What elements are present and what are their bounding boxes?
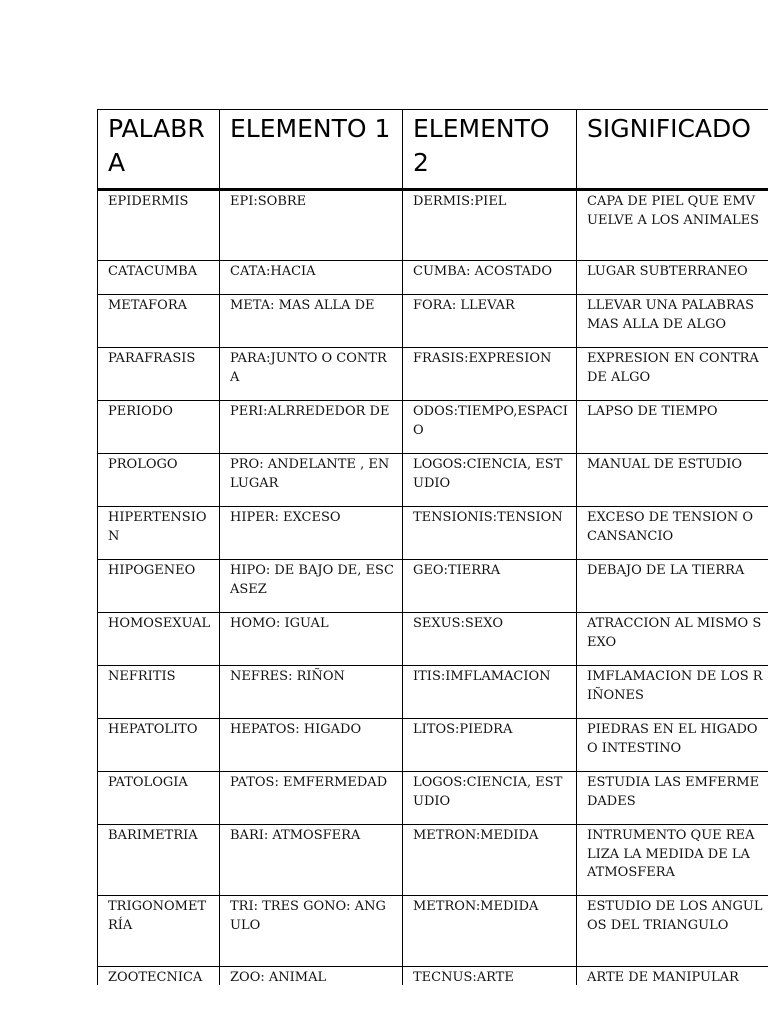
- cell-elemento-2: [403, 295, 577, 348]
- cell-elemento-2: [403, 401, 577, 454]
- cell-elemento-1: [220, 507, 403, 560]
- cell-elemento-1: [220, 454, 403, 507]
- cell-elemento-1-text: TRI: TRES GONO: ANGULO: [230, 899, 386, 933]
- cell-significado: [577, 719, 768, 772]
- cell-elemento-2: [403, 560, 577, 613]
- table-row: [98, 613, 768, 666]
- cell-elemento-2-text: GEO:TIERRA: [413, 563, 501, 578]
- cell-palabra: [98, 507, 220, 560]
- cell-elemento-2-text: DERMIS:PIEL: [413, 194, 507, 209]
- header-elemento-2-text: ELEMENTO 2: [413, 114, 550, 177]
- cell-elemento-2: [403, 348, 577, 401]
- etymology-table: [97, 109, 768, 985]
- table-row: [98, 507, 768, 560]
- table-row: [98, 295, 768, 348]
- cell-elemento-2: [403, 190, 577, 261]
- cell-significado-text: CAPA DE PIEL QUE EMVUELVE A LOS ANIMALES: [587, 194, 760, 228]
- cell-palabra: [98, 261, 220, 295]
- cell-elemento-1: [220, 295, 403, 348]
- cell-elemento-1-text: HIPER: EXCESO: [230, 510, 341, 525]
- cell-elemento-1-text: BARI: ATMOSFERA: [230, 828, 361, 843]
- table-row: [98, 896, 768, 967]
- header-elemento-2: [403, 110, 577, 190]
- cell-elemento-1-text: ZOO: ANIMAL: [230, 970, 327, 985]
- cell-elemento-1-text: HEPATOS: HIGADO: [230, 722, 362, 737]
- cell-palabra-text: PROLOGO: [108, 457, 178, 472]
- cell-elemento-1: [220, 190, 403, 261]
- cell-significado: [577, 454, 768, 507]
- header-significado-text: SIGNIFICADO: [587, 114, 751, 143]
- table-header-row: [98, 110, 768, 190]
- cell-elemento-2-text: SEXUS:SEXO: [413, 616, 503, 631]
- cell-significado-text: ESTUDIO DE LOS ANGULOS DEL TRIANGULO: [587, 899, 763, 933]
- cell-palabra: [98, 896, 220, 967]
- cell-elemento-1: [220, 401, 403, 454]
- cell-palabra: [98, 348, 220, 401]
- cell-significado-text: DEBAJO DE LA TIERRA: [587, 563, 745, 578]
- cell-elemento-1: [220, 772, 403, 825]
- cell-significado: [577, 825, 768, 896]
- cell-palabra: [98, 190, 220, 261]
- table-row: [98, 772, 768, 825]
- cell-significado: [577, 295, 768, 348]
- cell-significado-text: PIEDRAS EN EL HIGADO O INTESTINO: [587, 722, 758, 756]
- cell-elemento-1: [220, 967, 403, 986]
- cell-elemento-2: [403, 719, 577, 772]
- cell-elemento-2-text: FORA: LLEVAR: [413, 298, 515, 313]
- table-row: [98, 348, 768, 401]
- cell-elemento-2: [403, 507, 577, 560]
- cell-elemento-1-text: PERI:ALRREDEDOR DE: [230, 404, 390, 419]
- cell-elemento-1-text: HOMO: IGUAL: [230, 616, 329, 631]
- cell-significado-text: ESTUDIA LAS EMFERMEDADES: [587, 775, 760, 809]
- cell-palabra: [98, 401, 220, 454]
- cell-elemento-2: [403, 967, 577, 986]
- cell-significado: [577, 507, 768, 560]
- cell-elemento-1-text: CATA:HACIA: [230, 264, 316, 279]
- table-row: [98, 454, 768, 507]
- cell-palabra: [98, 295, 220, 348]
- cell-elemento-2: [403, 666, 577, 719]
- cell-significado: [577, 896, 768, 967]
- cell-significado: [577, 348, 768, 401]
- cell-significado-text: MANUAL DE ESTUDIO: [587, 457, 743, 472]
- header-elemento-1-text: ELEMENTO 1: [230, 114, 391, 143]
- cell-elemento-1: [220, 613, 403, 666]
- cell-elemento-2: [403, 261, 577, 295]
- cell-significado-text: LAPSO DE TIEMPO: [587, 404, 718, 419]
- cell-palabra-text: PARAFRASIS: [108, 351, 196, 366]
- cell-palabra: [98, 560, 220, 613]
- table-container: [97, 109, 768, 985]
- cell-significado-text: ARTE DE MANIPULAR: [587, 970, 739, 985]
- cell-significado-text: LUGAR SUBTERRANEO: [587, 264, 748, 279]
- cell-elemento-1: [220, 825, 403, 896]
- cell-palabra-text: CATACUMBA: [108, 264, 198, 279]
- cell-significado: [577, 560, 768, 613]
- table-row: [98, 560, 768, 613]
- cell-significado: [577, 190, 768, 261]
- cell-elemento-2: [403, 896, 577, 967]
- cell-elemento-2: [403, 454, 577, 507]
- cell-elemento-1: [220, 560, 403, 613]
- cell-elemento-1: [220, 261, 403, 295]
- cell-palabra: [98, 719, 220, 772]
- cell-palabra-text: HIPOGENEO: [108, 563, 196, 578]
- cell-palabra-text: HIPERTENSION: [108, 510, 207, 544]
- table-row: [98, 666, 768, 719]
- table-body: [98, 190, 768, 986]
- cell-palabra: [98, 967, 220, 986]
- cell-elemento-2-text: ODOS:TIEMPO,ESPACIO: [413, 404, 568, 438]
- table-row: [98, 967, 768, 986]
- cell-elemento-2-text: METRON:MEDIDA: [413, 828, 539, 843]
- cell-elemento-2-text: TENSIONIS:TENSION: [413, 510, 563, 525]
- table-row: [98, 825, 768, 896]
- cell-elemento-1: [220, 896, 403, 967]
- cell-palabra-text: PATOLOGIA: [108, 775, 188, 790]
- cell-palabra: [98, 613, 220, 666]
- cell-significado: [577, 666, 768, 719]
- cell-palabra: [98, 825, 220, 896]
- cell-elemento-1-text: HIPO: DE BAJO DE, ESCASEZ: [230, 563, 394, 597]
- cell-palabra-text: EPIDERMIS: [108, 194, 189, 209]
- cell-elemento-1-text: META: MAS ALLA DE: [230, 298, 375, 313]
- cell-significado: [577, 401, 768, 454]
- cell-palabra-text: TRIGONOMETRÍA: [108, 899, 207, 933]
- cell-elemento-1-text: NEFRES: RIÑON: [230, 669, 345, 684]
- cell-significado: [577, 967, 768, 986]
- cell-elemento-1: [220, 666, 403, 719]
- cell-significado-text: ATRACCION AL MISMO SEXO: [587, 616, 762, 650]
- cell-palabra-text: NEFRITIS: [108, 669, 176, 684]
- table-row: [98, 719, 768, 772]
- cell-significado-text: EXPRESION EN CONTRA DE ALGO: [587, 351, 759, 385]
- cell-significado: [577, 261, 768, 295]
- cell-significado-text: LLEVAR UNA PALABRAS MAS ALLA DE ALGO: [587, 298, 755, 332]
- cell-significado: [577, 613, 768, 666]
- cell-elemento-2-text: ITIS:IMFLAMACION: [413, 669, 551, 684]
- cell-palabra-text: METAFORA: [108, 298, 188, 313]
- cell-palabra-text: PERIODO: [108, 404, 173, 419]
- cell-elemento-2-text: LOGOS:CIENCIA, ESTUDIO: [413, 457, 563, 491]
- header-palabra-text: PALABRA: [108, 114, 205, 177]
- cell-palabra: [98, 772, 220, 825]
- cell-elemento-1: [220, 719, 403, 772]
- cell-palabra-text: HEPATOLITO: [108, 722, 198, 737]
- header-palabra: [98, 110, 220, 190]
- cell-elemento-1-text: EPI:SOBRE: [230, 194, 307, 209]
- cell-elemento-2-text: METRON:MEDIDA: [413, 899, 539, 914]
- header-elemento-1: [220, 110, 403, 190]
- cell-significado-text: IMFLAMACION DE LOS RIÑONES: [587, 669, 763, 703]
- cell-elemento-1-text: PARA:JUNTO O CONTRA: [230, 351, 387, 385]
- cell-palabra-text: HOMOSEXUAL: [108, 616, 211, 631]
- cell-elemento-2-text: LOGOS:CIENCIA, ESTUDIO: [413, 775, 563, 809]
- cell-palabra-text: ZOOTECNICA: [108, 970, 203, 985]
- cell-elemento-2-text: TECNUS:ARTE: [413, 970, 514, 985]
- cell-elemento-2-text: FRASIS:EXPRESION: [413, 351, 552, 366]
- cell-elemento-2-text: LITOS:PIEDRA: [413, 722, 513, 737]
- cell-elemento-2-text: CUMBA: ACOSTADO: [413, 264, 552, 279]
- table-row: [98, 261, 768, 295]
- table-row: [98, 401, 768, 454]
- cell-elemento-1-text: PRO: ANDELANTE , EN LUGAR: [230, 457, 390, 491]
- cell-elemento-2: [403, 772, 577, 825]
- table-row: [98, 190, 768, 261]
- cell-elemento-2: [403, 825, 577, 896]
- cell-elemento-1-text: PATOS: EMFERMEDAD: [230, 775, 388, 790]
- cell-elemento-2: [403, 613, 577, 666]
- cell-palabra: [98, 666, 220, 719]
- cell-palabra-text: BARIMETRIA: [108, 828, 198, 843]
- cell-palabra: [98, 454, 220, 507]
- header-significado: [577, 110, 768, 190]
- cell-significado-text: EXCESO DE TENSION O CANSANCIO: [587, 510, 754, 544]
- cell-significado-text: INTRUMENTO QUE REALIZA LA MEDIDA DE LA ATMOSFERA: [587, 828, 755, 880]
- cell-elemento-1: [220, 348, 403, 401]
- cell-significado: [577, 772, 768, 825]
